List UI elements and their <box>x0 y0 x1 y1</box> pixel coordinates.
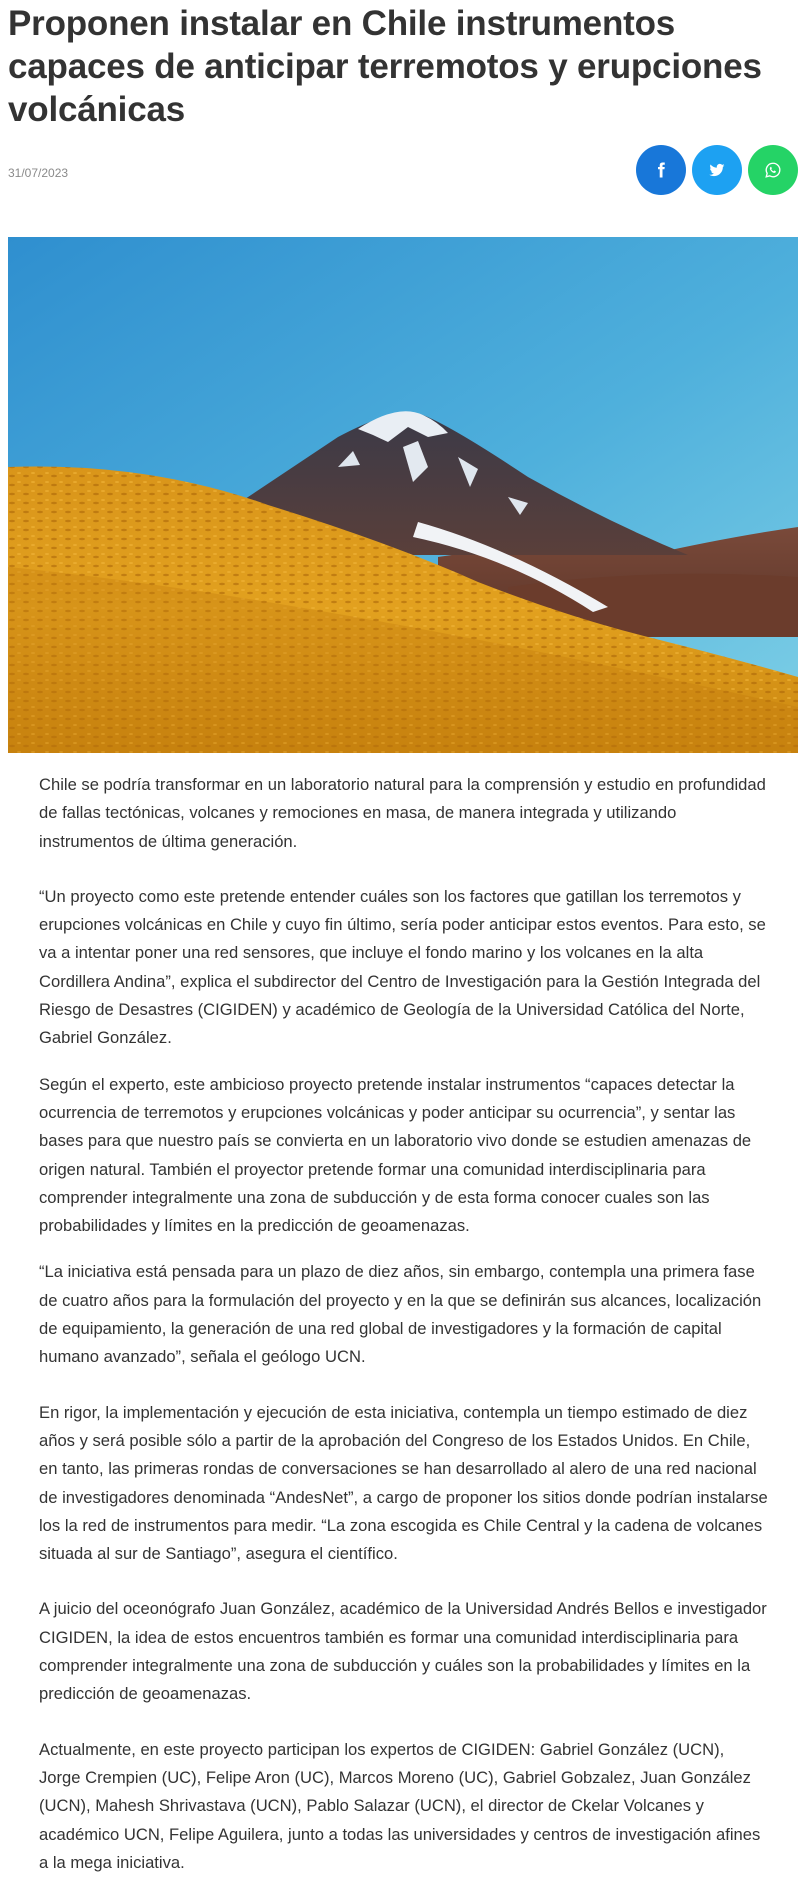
share-twitter-button[interactable] <box>692 145 742 195</box>
paragraph: En rigor, la implementación y ejecución de esta iniciativa, contempla un tiempo estimado de diez años y será posible sólo a partir de la aprobación del Congreso de los Estados Unidos. En Chile, en tanto, las primeras rondas de conversaciones se han desarrollado al alero de una red nacional de investigadores denominada “AndesNet”, a cargo de proponer los sitios donde podrían instalarse los la red de instrumentos para medir. “La zona escogida es Chile Central y la cadena de volcanes situada al sur de Santiago”, asegura el científico. <box>39 1402 768 1564</box>
share-facebook-button[interactable] <box>636 145 686 195</box>
share-buttons <box>636 145 798 195</box>
whatsapp-icon <box>764 161 782 179</box>
volcano-landscape-image <box>8 237 798 753</box>
paragraph: Según el experto, este ambicioso proyecto pretende instalar instrumentos “capaces detectar la ocurrencia de terremotos y erupciones volcánicas y poder anticipar su ocurrencia”, y sentar las bases para que nuestro país se convierta en un laboratorio vivo donde se estudien amenazas de origen natural. También el proyector pretende formar una comunidad interdisciplinaria para comprender integralmente una zona de subducción y de esta forma conocer cuales son las probabilidades y límites en la predicción de geoamenazas. <box>39 1074 752 1236</box>
article-body <box>8 753 798 1877</box>
facebook-icon <box>652 161 670 179</box>
paragraph: “La iniciativa está pensada para un plazo de diez años, sin embargo, contempla una primera fase de cuatro años para la formulación del proyecto y en la que se definirán sus alcances, localización de equipamiento, la generación de una red global de investigadores y la formación de capital humano avanzado”, señala el geólogo UCN. <box>39 1262 762 1367</box>
article-title: Proponen instalar en Chile instrumentos capaces de anticipar terremotos y erupciones volcánicas <box>8 4 762 129</box>
paragraph: A juicio del oceonógrafo Juan González, académico de la Universidad Andrés Bellos e investigador CIGIDEN, la idea de estos encuentros también es formar una comunidad interdisciplinaria para comprender integralmente una zona de subducción y cuáles son la probabilidades y límites en la predicción de geoamenazas. <box>39 1599 767 1704</box>
meta-row <box>8 143 798 209</box>
publish-date: 31/07/2023 <box>8 166 69 180</box>
article <box>8 0 798 1904</box>
share-whatsapp-button[interactable] <box>748 145 798 195</box>
paragraph: Chile se podría transformar en un laboratorio natural para la comprensión y estudio en profundidad de fallas tectónicas, volcanes y remociones en masa, de manera integrada y utilizando instrumentos de última generación. <box>39 775 766 851</box>
twitter-icon <box>708 161 726 179</box>
paragraph: “Un proyecto como este pretende entender cuáles son los factores que gatillan los terremotos y erupciones volcánicas en Chile y cuyo fin último, sería poder anticipar estos eventos. Para esto, se va a intentar poner una red sensores, que incluye el fondo marino y los volcanes en la alta Cordillera Andina”, explica el subdirector del Centro de Investigación para la Gestión Integrada del Riesgo de Desastres (CIGIDEN) y académico de Geología de la Universidad Católica del Norte, Gabriel González. <box>39 886 766 1048</box>
paragraph: Actualmente, en este proyecto participan los expertos de CIGIDEN: Gabriel González (UCN), Jorge Crempien (UC), Felipe Aron (UC), Marcos Moreno (UC), Gabriel Gobzalez, Juan González (UCN), Mahesh Shrivastava (UCN), Pablo Salazar (UCN), el director de Ckelar Volcanes y académico UCN, Felipe Aguilera, junto a todas las universidades y centros de investigación afines a la mega iniciativa. <box>39 1739 761 1872</box>
hero-image <box>8 237 798 753</box>
